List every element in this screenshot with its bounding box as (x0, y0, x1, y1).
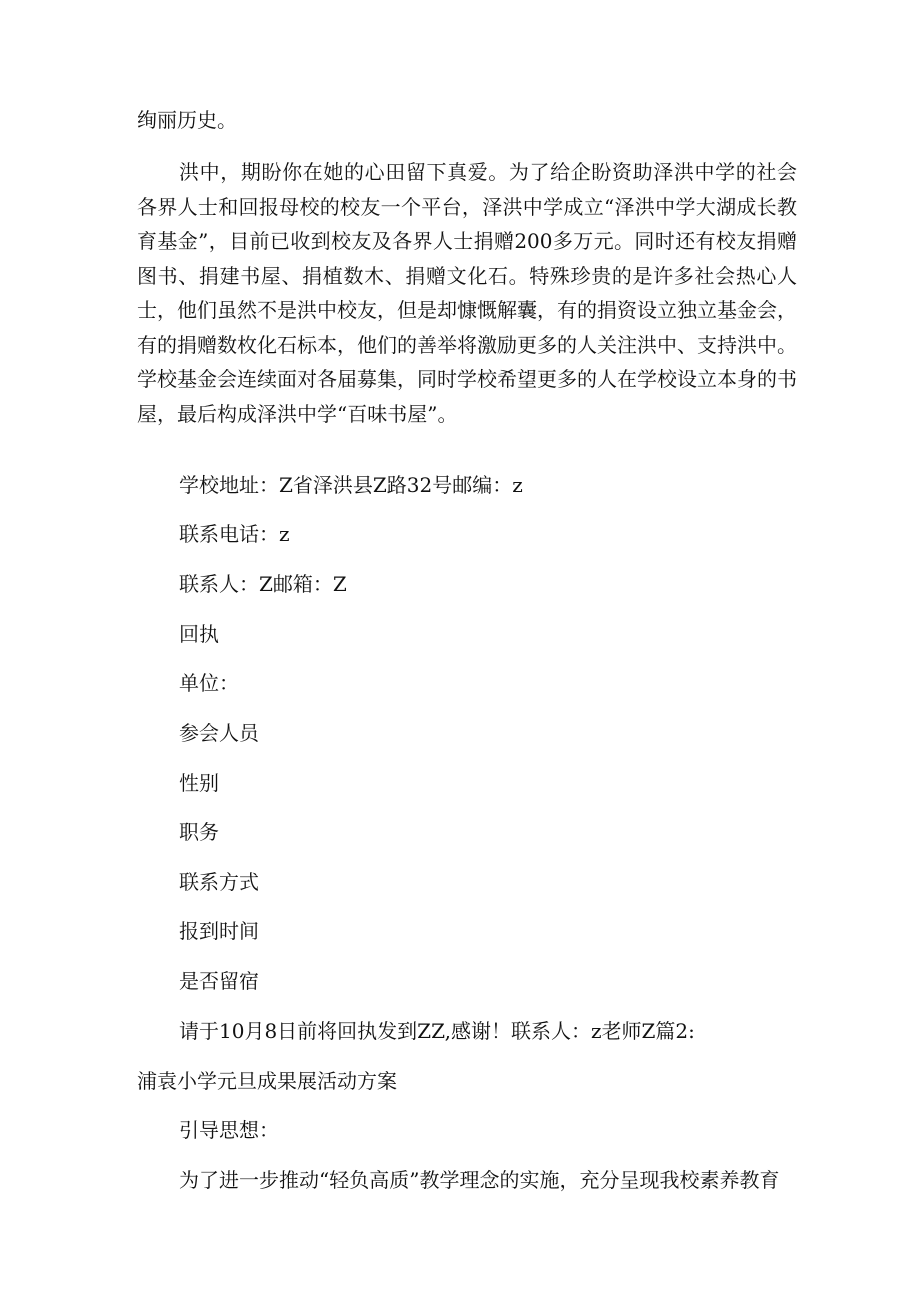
lodging-field-label: 是否留宿 (179, 969, 259, 993)
contact-email-line: 联系人：Z邮箱：Z (179, 572, 347, 596)
attendees-field-label: 参会人员 (179, 721, 259, 745)
phone-line: 联系电话：z (179, 522, 290, 546)
deadline-line: 请于10月8日前将回执发到ZZ,感谢！联系人：z老师Z篇2: (179, 1019, 695, 1043)
history-end-line: 绚丽历史。 (137, 108, 237, 132)
guiding-thought-heading: 引导思想： (179, 1118, 279, 1142)
closing-line: 为了进一步推动“轻负高质”教学理念的实施，充分呈现我校素养教育 (179, 1168, 780, 1192)
school-address-line: 学校地址：Z省泽洪县Z路32号邮编：z (179, 473, 523, 497)
receipt-heading: 回执 (179, 622, 219, 646)
report-time-field-label: 报到时间 (179, 919, 259, 943)
unit-field-label: 单位： (179, 671, 239, 695)
position-field-label: 职务 (179, 820, 219, 844)
fund-paragraph: 洪中，期盼你在她的心田留下真爱。为了给企盼资助泽洪中学的社会各界人士和回报母校的校友一个平台，泽洪中学成立“泽洪中学大湖成长教育基金”，目前已收到校友及各界人士捐赠200多万元。同时还有校友捐赠图书、捐建书屋、捐植数木、捐赠文化石。特殊珍贵的是许多社会热心人士，他们虽然不是洪中校友，但是却慷慨解囊，有的捐资设立独立基金会，有的捐赠数枚化石标本，他们的善举将激励更多的人关注洪中、支持洪中。学校基金会连续面对各届募集，同时学校希望更多的人在学校设立本身的书屋，最后构成泽洪中学“百味书屋”。 (137, 160, 797, 426)
next-article-title: 浦袁小学元旦成果展活动方案 (137, 1069, 397, 1093)
gender-field-label: 性别 (179, 771, 219, 795)
contact-method-field-label: 联系方式 (179, 870, 259, 894)
